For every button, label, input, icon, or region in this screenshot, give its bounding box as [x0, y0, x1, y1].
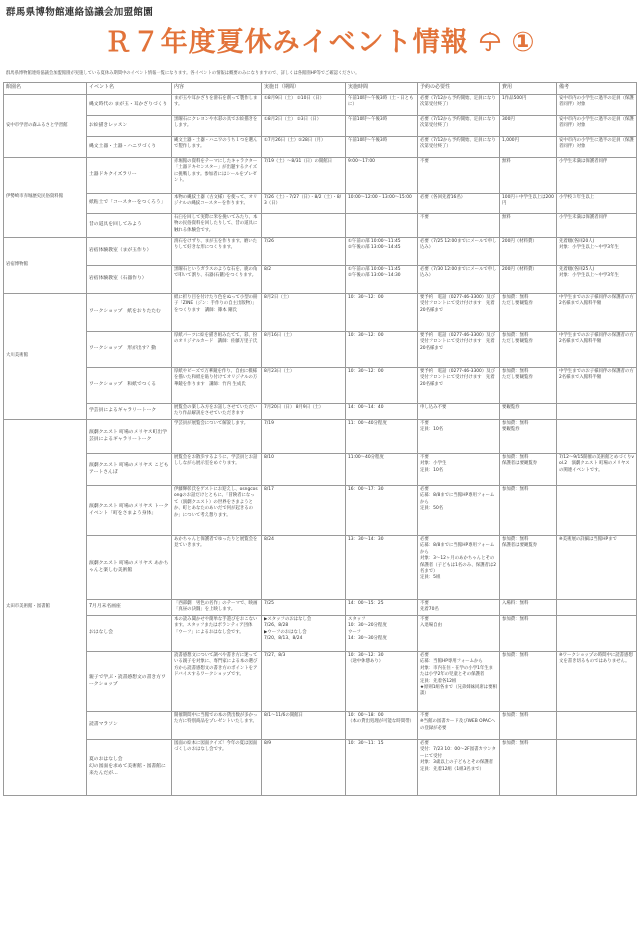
date-cell: 8月16日（土）: [262, 332, 346, 368]
note-cell: [557, 712, 637, 740]
content-cell: まが玉や耳かざりを滑石を削って製作します。: [172, 95, 262, 116]
note-cell: 小学校３年生以上: [557, 194, 637, 214]
column-header: 費用: [500, 83, 557, 95]
time-cell: [346, 214, 418, 238]
fee-cell: 参加費：無料: [500, 616, 557, 652]
time-cell: 11:00〜40分程度: [346, 454, 418, 486]
fee-cell: 参加費：無料 要観覧券: [500, 420, 557, 454]
column-header: 実施日（期間）: [262, 83, 346, 95]
table-row: [4, 137, 637, 158]
fee-cell: 参加費：無料 保護者は要観覧券: [500, 454, 557, 486]
table-row: [4, 652, 637, 712]
reservation-cell: 必要 受付：7/23 10：00〜2F図書カウンターにて受付 対象：3歳以上の子どもとその保護者 定員：先着12組（1組3名まで）: [418, 740, 500, 796]
note-cell: 安中市内の小学生に過半の定員（保護者同伴）対象: [557, 137, 637, 158]
event-cell: 演劇クエスト 町場のメリヤス町出学芸員によるギャラリートーク: [87, 420, 172, 454]
note-cell: 先着順(各回20人) 対象：小学生以上〜中学3年生: [557, 238, 637, 266]
fee-cell: 参加費：無料 ただし要観覧券: [500, 368, 557, 404]
fee-cell: 200円（材料費）: [500, 266, 557, 294]
time-cell: 10:00〜12:00・13:00〜15:00: [346, 194, 418, 214]
note-cell: 中学生までのお子様同伴の保護者の方2名様まで入館料半額: [557, 294, 637, 332]
reservation-cell: 申し込み不要: [418, 404, 500, 420]
reservation-cell: 必要（7/12から予約開始、定員になり次第受付終了）: [418, 137, 500, 158]
time-cell: 11：00〜40分程度: [346, 420, 418, 454]
time-cell: 16：00〜17：30: [346, 486, 418, 536]
date-cell: [262, 214, 346, 238]
content-cell: 黒曜石というガラスのような石を、鹿の角で叩いて割り、石器(石鏃)をつくります。: [172, 266, 262, 294]
table-row: [4, 332, 637, 368]
date-cell: ▶スタッフのおはなし会 7/26、8/28 ▶ウーフのおはなし会 7/20、8/13、8/24: [262, 616, 346, 652]
content-cell: 読書感想文について調べや書き方に迷っている親子を対象に、専門家による本の選び方から読書感想文の書き方のポイントをアドバイスするワークショップです。: [172, 652, 262, 712]
column-header: 予約の必要性: [418, 83, 500, 95]
content-cell: 本の読み聞かせや簡単な手遊びをおこないます。スタッフまたはボランティア団体「ウーフ」によるおはなし会です。: [172, 616, 262, 652]
fee-cell: 参加費：無料 ただし要観覧券: [500, 332, 557, 368]
table-body: [4, 95, 637, 796]
content-cell: 滑石をけずり、まが玉を作ります。磨いたりして好きな形につくります。: [172, 238, 262, 266]
column-header: 内容: [172, 83, 262, 95]
reservation-cell: 要予約 電話（0277-46-3300）及び受付フロントにて受け付けます 先着20名様まで: [418, 368, 500, 404]
reservation-cell: 要予約 電話（0277-46-3300）及び受付フロントにて受け付けます 先着20名様まで: [418, 332, 500, 368]
table-row: [4, 740, 637, 796]
time-cell: スタッフ 10：30〜20分程度 ウーフ 14：30〜30分程度: [346, 616, 418, 652]
content-cell: 紙に折り目を付けたり色をぬって小型の冊子「ZINE（ジン：手作りの自主出版物）」をつくります 講師：篠本 剛氏: [172, 294, 262, 332]
date-cell: 8/17: [262, 486, 346, 536]
event-table: [3, 82, 637, 796]
date-cell: 8/10: [262, 454, 346, 486]
column-header: イベント名: [87, 83, 172, 95]
fee-cell: 1,000円: [500, 137, 557, 158]
content-cell: 本物の縄紋土器（古文様）を使って、オリジナルの縄紋コースターを作ります。: [172, 194, 262, 214]
table-row: [4, 536, 637, 600]
reservation-cell: 不要: [418, 214, 500, 238]
time-cell: 10：30〜12：30 （途中休憩あり）: [346, 652, 418, 712]
content-cell: 厚紙やビーズで万華鏡を作り、自由に模様を描いた和紙を貼り付けてオリジナルの万華鏡を作ります 講師：竹内 生成氏: [172, 368, 262, 404]
fee-cell: 参加費：無料: [500, 740, 557, 796]
date-cell: 7/19（土）〜8/31（日）の開館日: [262, 158, 346, 194]
reservation-cell: 必要（7/12から予約開始、定員になり次第受付終了）: [418, 95, 500, 116]
time-cell: 10：30〜12：00: [346, 294, 418, 332]
content-cell: 縄文土器・土器・ハニワのうち１つを選んで製作します。: [172, 137, 262, 158]
page-title: [0, 20, 640, 59]
umbrella-icon: [479, 31, 501, 53]
date-cell: 7/26: [262, 238, 346, 266]
fee-cell: 参加費：無料 ただし要観覧券: [500, 294, 557, 332]
fee-cell: 無料: [500, 214, 557, 238]
event-cell: 演劇クエスト 町場のメリヤス トークイベント「町をさまよう身体」: [87, 486, 172, 536]
reservation-cell: 必要（7/30 12:00までにメールで申し込み）: [418, 266, 500, 294]
reservation-cell: 不要 先着70名: [418, 600, 500, 616]
date-cell: 8/2: [262, 266, 346, 294]
table-row: [4, 214, 637, 238]
date-cell: 8月2日（土）: [262, 294, 346, 332]
table-row: [4, 266, 637, 294]
table-row: [4, 194, 637, 214]
note-cell: [557, 420, 637, 454]
time-cell: 10：00〜18：00 （本の貸出処理が可能な時間帯）: [346, 712, 418, 740]
table-row: [4, 158, 637, 194]
table-row: [4, 294, 637, 332]
museum-name-cell: 太田市美術館・図書館: [4, 420, 87, 796]
fee-cell: 200円（材料費）: [500, 238, 557, 266]
organization-name: 群馬県博物館連絡協議会加盟館園: [6, 7, 154, 18]
date-cell: 8月23日（土）: [262, 368, 346, 404]
event-cell: 7月月末名画座: [87, 600, 172, 616]
table-row: [4, 116, 637, 137]
date-cell: 7/25: [262, 600, 346, 616]
note-cell: 小学生未満は保護者同伴: [557, 158, 637, 194]
table-row: [4, 368, 637, 404]
event-cell: おはなし会: [87, 616, 172, 652]
reservation-cell: 要予約 電話（0277-46-3300）及び受付フロントにて受け付けます 先着20名様まで: [418, 294, 500, 332]
event-cell: 夏のおはなし会 幻の図面を求めて美術館・図書館に来たんだが…: [87, 740, 172, 796]
reservation-cell: 必要 応募：8/8までに当館HP専用フォームから 対象：3〜12ヶ月のあかちゃんとその保護者（子どもは1名のみ、保護者は2名まで） 定員：5組: [418, 536, 500, 600]
time-cell: 午前10時〜午後3時: [346, 137, 418, 158]
table-row: [4, 404, 637, 420]
fee-cell: 参加費：無料: [500, 712, 557, 740]
time-cell: 14：00〜15：25: [346, 600, 418, 616]
fee-cell: 要観覧券: [500, 404, 557, 420]
fee-cell: 300円: [500, 116, 557, 137]
page-title-text: Ｒ７年度夏休みイベント情報: [104, 27, 469, 58]
table-row: [4, 95, 637, 116]
content-cell: 黒曜石にクレヨンや水彩の具でお絵描きをします。: [172, 116, 262, 137]
event-cell: 土器ドキクイズラリー: [87, 158, 172, 194]
reservation-cell: 不要 対象：小学生 定員：10名: [418, 454, 500, 486]
reservation-cell: 不要 入退場自由: [418, 616, 500, 652]
date-cell: 7月20日（日） 8月9日（土）: [262, 404, 346, 420]
event-cell: ワークショップ 和紙でつくる: [87, 368, 172, 404]
fee-cell: 参加費：無料 保護者は要観覧券: [500, 536, 557, 600]
event-cell: ワークショップ 紙をおりたたむ: [87, 294, 172, 332]
table-row: [4, 712, 637, 740]
reservation-cell: 必要（7/25 12:00までにメールで申し込み）: [418, 238, 500, 266]
content-cell: 展覧会をお散歩するように、学芸員とお話ししながら展示室をめぐります。: [172, 454, 262, 486]
date-cell: ①7月26日（土）②28日（月）: [262, 137, 346, 158]
note-cell: [557, 740, 637, 796]
fee-cell: 無料: [500, 158, 557, 194]
fee-cell: 参加費：無料: [500, 652, 557, 712]
note-cell: ※美術展の詳細は当館HPまで: [557, 536, 637, 600]
reservation-cell: 必要 応募：当館HP専用フォームから 対象：市内在住・在学の小学1年生または小学2年の児童とその保護者 定員：先着各12組 ★原則1組各まで（兄弟姉妹同席は要相談）: [418, 652, 500, 712]
reservation-cell: 不要: [418, 158, 500, 194]
intro-text: 群馬県博物館連絡協議会加盟館園が実施している夏休み期間中のイベント情報一覧になります。各イベントの情報は概要のみになりますので、詳しくは各館園HP等でご確認ください。: [6, 71, 360, 76]
event-cell: 岩宿体験教室（まが玉作り）: [87, 238, 172, 266]
note-cell: 安中市内の小学生に過半の定員（保護者同伴）対象: [557, 95, 637, 116]
event-cell: 縄文土器・土器・ハニワづくり: [87, 137, 172, 158]
date-cell: 8/24: [262, 536, 346, 600]
note-cell: 小学生未満は保護者同伴: [557, 214, 637, 238]
event-cell: 紙粘土で「コースターをつくろう」: [87, 194, 172, 214]
event-cell: お絵描きレッスン: [87, 116, 172, 137]
time-cell: 13：30〜14：30: [346, 536, 418, 600]
fee-cell: 1作品500円: [500, 95, 557, 116]
note-cell: ※ワークショップの時間中に読書感想文を書き切るものではありません。: [557, 652, 637, 712]
museum-name-cell: 安中市学習の森ふるさと学習館: [4, 95, 87, 158]
content-cell: 赤堀館の資料をテーマにしたキャラクター「土器ドキセンスター」が出題するクイズに挑戦します。参加者にはシールをプレゼント。: [172, 158, 262, 194]
content-cell: 図面の絵本に図面クイズ！今年の夏は図面づくしのおはなし会です。: [172, 740, 262, 796]
fee-cell: 100円＋中学生以上は200円: [500, 194, 557, 214]
time-cell: ①午前の部 10:00〜11:45 ②午後の部 13:00〜14:45: [346, 238, 418, 266]
date-cell: ①8月9日（土） ②10日（日）: [262, 95, 346, 116]
page-title-number: ①: [511, 27, 536, 58]
date-cell: 7/19: [262, 420, 346, 454]
table-row: [4, 238, 637, 266]
content-cell: 学芸員が展覧会について解説します。: [172, 420, 262, 454]
note-cell: [557, 404, 637, 420]
note-cell: [557, 616, 637, 652]
column-header: 実施時間: [346, 83, 418, 95]
reservation-cell: 不要 定員：10名: [418, 420, 500, 454]
column-header: 備考: [557, 83, 637, 95]
event-cell: 演劇クエスト 町場のメリヤス こどもアートさんぽ: [87, 454, 172, 486]
time-cell: ①午前の部 10:00〜11:45 ②午後の部 13:00〜14:30: [346, 266, 418, 294]
date-cell: 8/1〜11/6の開館日: [262, 712, 346, 740]
time-cell: 9:00〜17:00: [346, 158, 418, 194]
event-cell: 昔の道具を回してみよう: [87, 214, 172, 238]
fee-cell: 参加費：無料: [500, 486, 557, 536]
note-cell: 安中市内の小学生に過半の定員（保護者同伴）対象: [557, 116, 637, 137]
content-cell: 展覧会の楽しみ方をお話しさせていただいたり作品解説をさせていただきます: [172, 404, 262, 420]
fee-cell: 入場料：無料: [500, 600, 557, 616]
museum-name-cell: 大川美術館: [4, 294, 87, 420]
date-cell: 7/26（土）・7/27（日）・8/2（土）・8/3（日）: [262, 194, 346, 214]
reservation-cell: 必要 応募：8/8までに当館HP専用フォームから 定員：50名: [418, 486, 500, 536]
note-cell: [557, 600, 637, 616]
note-cell: 中学生までのお子様同伴の保護者の方2名様まで入館料半額: [557, 368, 637, 404]
table-row: [4, 600, 637, 616]
table-row: [4, 454, 637, 486]
event-cell: 岩宿体験教室（石器作り）: [87, 266, 172, 294]
event-cell: ワークショップ 形が出す？動: [87, 332, 172, 368]
note-cell: 7/12〜9/15開催の美術館とめづくりvol.2 演劇クエスト 町場のメリヤスの関連イベントです。: [557, 454, 637, 486]
content-cell: 「西部劇 男色の名作」のテーマで、映画「真昼の決闘」を上映します。: [172, 600, 262, 616]
reservation-cell: 必要（7/12から予約開始、定員になり次第受付終了）: [418, 116, 500, 137]
table-row: [4, 420, 637, 454]
note-cell: 先着順(各回25人) 対象：小学生以上〜中学3年生: [557, 266, 637, 294]
table-header-row: [4, 83, 637, 95]
date-cell: ①8月2日（土） ②3日（日）: [262, 116, 346, 137]
content-cell: 石臼を回して実際に米を挽いてみたり、本物の民俗資料を回したりして、昔の道具に触れる体験会です。: [172, 214, 262, 238]
content-cell: 厚紙パーツに絵を描き組みたてて、彩、扮のオリジナルカード 講師：佐藤万里子氏: [172, 332, 262, 368]
time-cell: 午前10時〜午後3時（土・日ともに）: [346, 95, 418, 116]
time-cell: 10：30〜12：00: [346, 332, 418, 368]
time-cell: 10：30〜11：15: [346, 740, 418, 796]
date-cell: 8/9: [262, 740, 346, 796]
table-row: [4, 616, 637, 652]
museum-name-cell: 岩宿博物館: [4, 238, 87, 294]
time-cell: 14：00〜14：40: [346, 404, 418, 420]
event-cell: 縄文時代の まが玉・耳かざりづくり: [87, 95, 172, 116]
event-cell: 演劇クエスト 町場のメリヤス あかちゃんと楽しむ美術館: [87, 536, 172, 600]
content-cell: 開催期間中に当館での本の貸出数が多かった方に特別商品をプレゼントいたします。: [172, 712, 262, 740]
event-cell: 学芸員によるギャラリートーク: [87, 404, 172, 420]
content-cell: あかちゃんと保護者でゆったりと展覧会を見ていきます。: [172, 536, 262, 600]
event-cell: 読書マラソン: [87, 712, 172, 740]
note-cell: 中学生までのお子様同伴の保護者の方2名様まで入館料半額: [557, 332, 637, 368]
table-row: [4, 486, 637, 536]
column-header: 館園名: [4, 83, 87, 95]
reservation-cell: 不要 ※当館の図書カード及びWEB OPACへの登録が必要: [418, 712, 500, 740]
reservation-cell: 必要（各回先着16名）: [418, 194, 500, 214]
time-cell: 午前10時〜午後3時: [346, 116, 418, 137]
museum-name-cell: 伊勢崎市赤堀歴史民俗資料館: [4, 158, 87, 238]
date-cell: 7/27、8/3: [262, 652, 346, 712]
note-cell: [557, 486, 637, 536]
content-cell: 伊藤輝彰氏をゲストにお迎えし、osngcosongのお話だけとともに、「冒険者になって（演劇クエスト）の世界をさまようとか、町とあなたのあいだで何が起きるのか」について考え想ります。: [172, 486, 262, 536]
time-cell: 10：30〜12：00: [346, 368, 418, 404]
event-cell: 親子で学ぶ・読書感想文の書き方ワークショップ: [87, 652, 172, 712]
